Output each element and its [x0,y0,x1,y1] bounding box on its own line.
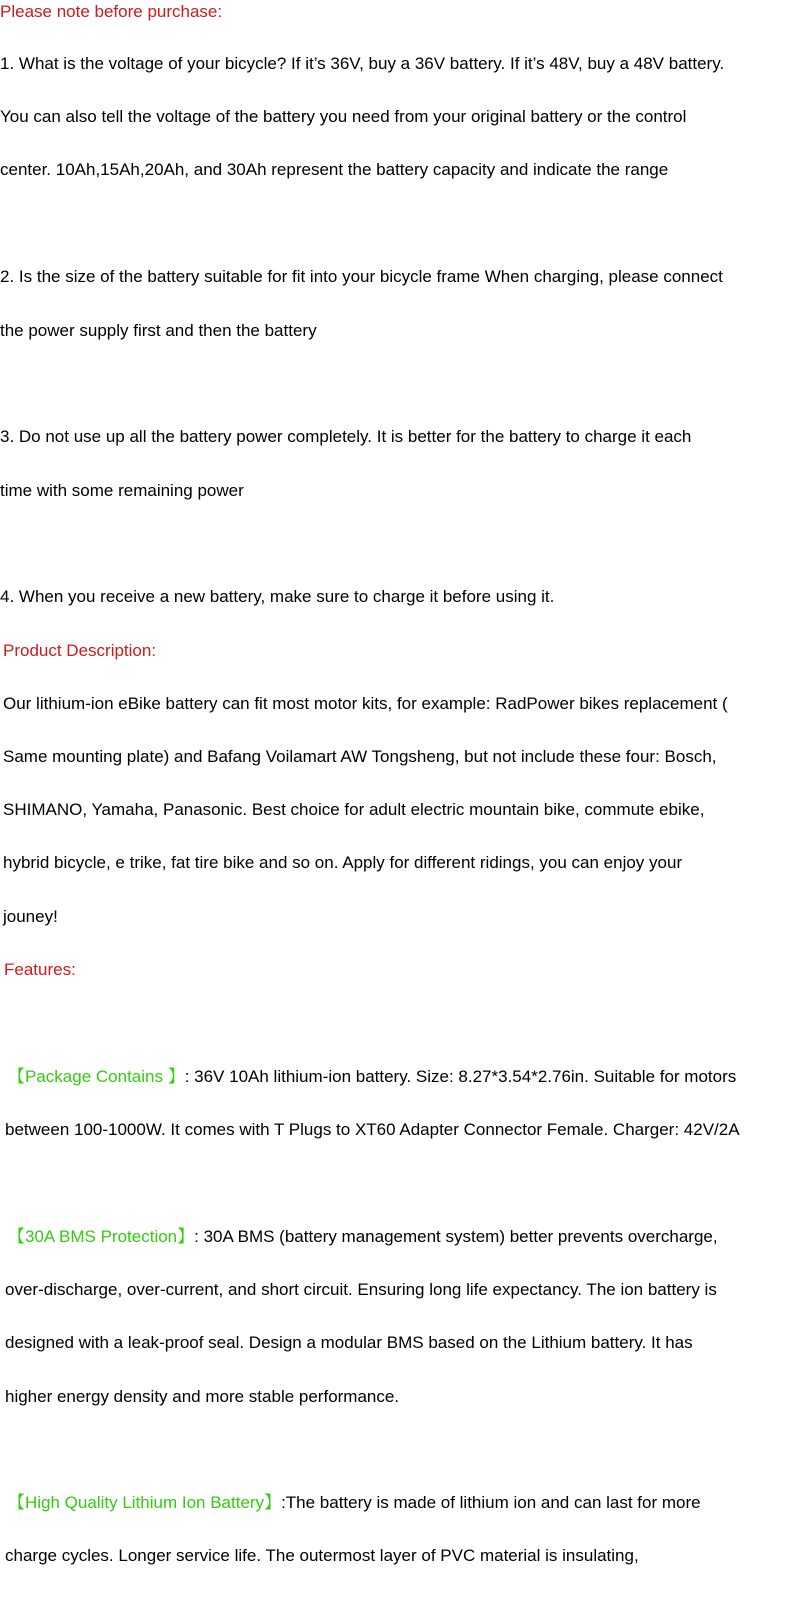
feature-bms-label: 【30A BMS Protection】 [8,1227,195,1246]
features-heading: Features: [4,960,76,979]
feature-quality-label: 【High Quality Lithium Ion Battery】 [8,1493,282,1512]
feature-bms-line: over-discharge, over-current, and short circuit. Ensuring long life expectancy. The ion battery is [5,1280,717,1299]
feature-quality-first-line [8,1492,701,1514]
feature-package-line: between 100-1000W. It comes with T Plugs to XT60 Adapter Connector Female. Charger: 42V/2A [5,1120,740,1139]
purchase-notes-heading: Please note before purchase: [0,2,223,21]
note-line: You can also tell the voltage of the battery you need from your original battery or the control [0,107,687,126]
note-line: the power supply first and then the battery [0,321,317,340]
feature-bms-first-line [8,1226,718,1248]
description-line: SHIMANO, Yamaha, Panasonic. Best choice for adult electric mountain bike, commute ebike, [3,800,705,819]
note-line: time with some remaining power [0,481,244,500]
note-line: 1. What is the voltage of your bicycle? If it’s 36V, buy a 36V battery. If it’s 48V, buy a 48V battery. [0,54,725,73]
note-line: 4. When you receive a new battery, make sure to charge it before using it. [0,587,555,606]
feature-package-label: 【Package Contains 】 [8,1067,185,1086]
feature-package-text: : 36V 10Ah lithium-ion battery. Size: 8.27*3.54*2.76in. Suitable for motors [184,1067,737,1086]
feature-package-first-line [8,1066,736,1088]
description-line: Our lithium-ion eBike battery can fit most motor kits, for example: RadPower bikes replacement ( [3,694,728,713]
feature-bms-text: : 30A BMS (battery management system) better prevents overcharge, [194,1227,718,1246]
product-description-heading: Product Description: [3,641,157,660]
feature-bms-line: higher energy density and more stable performance. [5,1387,400,1406]
note-line: 3. Do not use up all the battery power completely. It is better for the battery to charge it each [0,427,692,446]
note-line: center. 10Ah,15Ah,20Ah, and 30Ah represent the battery capacity and indicate the range [0,160,669,179]
description-line: hybrid bicycle, e trike, fat tire bike and so on. Apply for different ridings, you can enjoy your [3,853,683,872]
description-line: Same mounting plate) and Bafang Voilamart AW Tongsheng, but not include these four: Bosch, [3,747,717,766]
note-line: 2. Is the size of the battery suitable for fit into your bicycle frame When charging, please connect [0,267,723,286]
feature-quality-line: charge cycles. Longer service life. The outermost layer of PVC material is insulating, [5,1546,639,1565]
description-line: jouney! [3,907,58,926]
feature-quality-text: :The battery is made of lithium ion and can last for more [281,1493,701,1512]
feature-bms-line: designed with a leak-proof seal. Design a modular BMS based on the Lithium battery. It has [5,1333,693,1352]
